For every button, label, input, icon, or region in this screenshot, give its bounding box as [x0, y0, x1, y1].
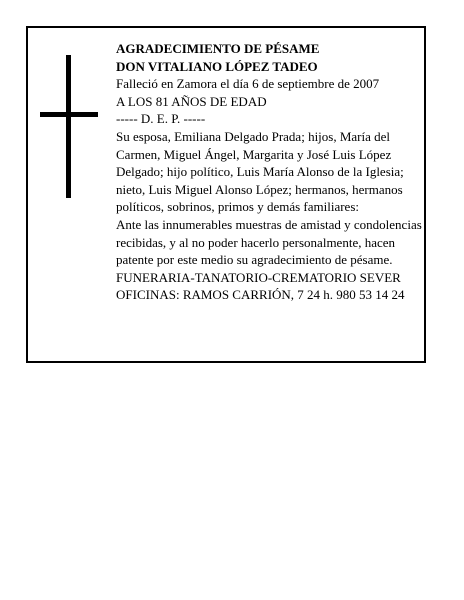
cross-horizontal-bar: [40, 112, 98, 117]
family-paragraph: Su esposa, Emiliana Delgado Prada; hijos, María del Carmen, Miguel Ángel, Margarita y José Luis López Delgado; hijo político, Luis María Alonso de la Iglesia; nieto, Luis Miguel Alonso López; hermanos, hermanos políticos, sobrinos, primos y demás familiares:: [116, 128, 404, 215]
offices-line: OFICINAS: RAMOS CARRIÓN, 7 24 h. 980 53 14 24: [116, 287, 405, 303]
thanks-paragraph: Ante las innumerables muestras de amistad y condolencias recibidas, y al no poder hacerlo personalmente, hacen patente por este medio su agradecimiento de pésame.: [116, 216, 422, 268]
obituary-notice: [26, 26, 426, 363]
death-line: Falleció en Zamora el día 6 de septiembre de 2007: [116, 76, 380, 92]
cross-vertical-bar: [66, 55, 71, 198]
notice-heading: AGRADECIMIENTO DE PÉSAME: [116, 41, 320, 56]
rip-line: ----- D. E. P. -----: [116, 111, 206, 127]
funeral-home: FUNERARIA-TANATORIO-CREMATORIO SEVER: [116, 269, 401, 285]
notice-text: [116, 40, 426, 304]
cross-icon: [40, 55, 98, 198]
deceased-name: DON VITALIANO LÓPEZ TADEO: [116, 58, 318, 74]
age-line: A LOS 81 AÑOS DE EDAD: [116, 93, 267, 109]
